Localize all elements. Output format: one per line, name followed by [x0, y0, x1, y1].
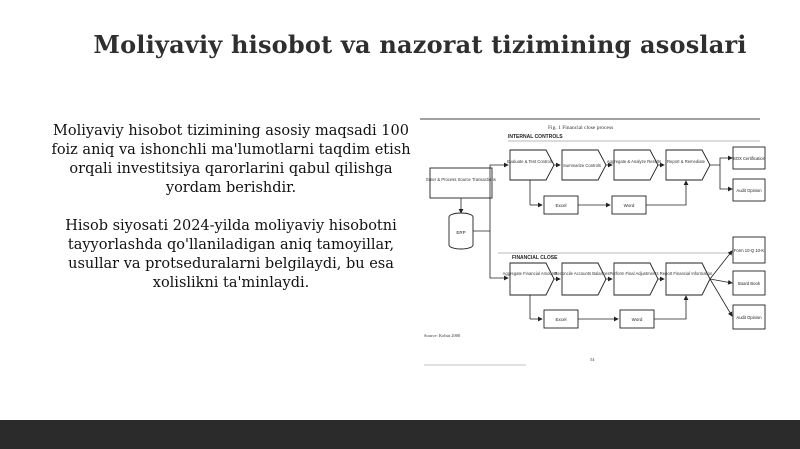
figure-page-number: 54: [590, 357, 595, 362]
internal-output-2-label: Audit Opinion: [736, 188, 762, 193]
financial-tool-word-label: Word: [631, 317, 643, 322]
financial-step-2-label: Reconcile Accounts Balances: [554, 271, 610, 276]
financial-output-1: [733, 237, 765, 263]
financial-output-2: [733, 271, 765, 295]
financial-step-1-label: Aggregate Financial Amounts: [502, 271, 558, 276]
financial-output-1-label: Form 10-Q 10-K: [733, 248, 765, 253]
process-diagram-figure: [420, 113, 770, 371]
internal-step-4: [666, 150, 710, 180]
financial-output-3-label: Audit Opinion: [736, 315, 762, 320]
financial-close-label: FINANCIAL CLOSE: [512, 255, 558, 261]
financial-tool-excel: [544, 310, 578, 328]
financial-step-3: [609, 263, 658, 295]
paragraph-1: Moliyaviy hisobot tizimining asosiy maqsadi 100 foiz aniq va ishonchli ma'lumotlarni taqdim etish orqali investitsiya qarorlarini qabul qilishga yordam berishdir.: [51, 123, 411, 196]
internal-tool-word: [612, 196, 646, 214]
arrow-io2: [720, 165, 732, 189]
internal-step-2-label: Summarize Controls: [563, 163, 601, 168]
financial-output-3: [733, 305, 765, 329]
arrow-fo3: [710, 279, 732, 316]
figure-source: Source: Kohut 2000: [424, 333, 461, 338]
footer-bar: [0, 420, 800, 449]
financial-step-1: [503, 263, 558, 295]
internal-step-3-label: Aggregate & Analyze Results: [606, 159, 662, 164]
internal-output-1: [733, 147, 766, 169]
erp-label: ERP: [456, 230, 466, 235]
erp-database: [449, 213, 473, 249]
tool-arrow-f3: [654, 296, 686, 319]
internal-tool-excel-label: Excel: [555, 203, 567, 208]
arrow-fo2: [710, 279, 732, 283]
internal-step-4-label: Report & Remediate: [667, 159, 705, 164]
internal-step-1-label: Evaluate & Test Controls: [507, 159, 553, 164]
internal-output-1-label: SOX Certification: [732, 156, 766, 161]
internal-output-2: [733, 179, 765, 201]
arrow-io1: [710, 158, 732, 165]
financial-step-3-label: Perform Final Adjustments: [609, 271, 659, 276]
internal-step-2: [562, 150, 606, 180]
tool-arrow-i3: [646, 181, 686, 205]
financial-tool-excel-label: Excel: [555, 317, 567, 322]
internal-step-1: [507, 150, 554, 180]
entry-box-label: Enter & Process Source Transactions: [426, 177, 496, 182]
slide-title: Moliyaviy hisobot va nazorat tizimining asoslari: [93, 30, 747, 59]
entry-box: [430, 168, 492, 198]
paragraph-2: Hisob siyosati 2024-yilda moliyaviy hisobotni tayyorlashda qo'llaniladigan aniq tamoyillar, usullar va protseduralarni belgilaydi, bu esa xolislikni ta'minlaydi.: [65, 218, 397, 291]
internal-controls-label: INTERNAL CONTROLS: [508, 134, 563, 140]
process-diagram: [420, 113, 770, 371]
financial-output-2-label: Board Book: [738, 281, 760, 286]
arrow-fo1: [710, 251, 732, 279]
internal-tool-word-label: Word: [623, 203, 635, 208]
financial-step-2: [555, 263, 610, 295]
financial-step-4-label: Report Financial Information: [659, 271, 713, 276]
internal-tool-excel: [544, 196, 578, 214]
body-text: [50, 122, 412, 312]
financial-step-4: [660, 263, 713, 295]
financial-tool-word: [620, 310, 654, 328]
figure-caption: Fig. 1 Financial close process: [548, 125, 614, 131]
internal-step-3: [607, 150, 661, 180]
